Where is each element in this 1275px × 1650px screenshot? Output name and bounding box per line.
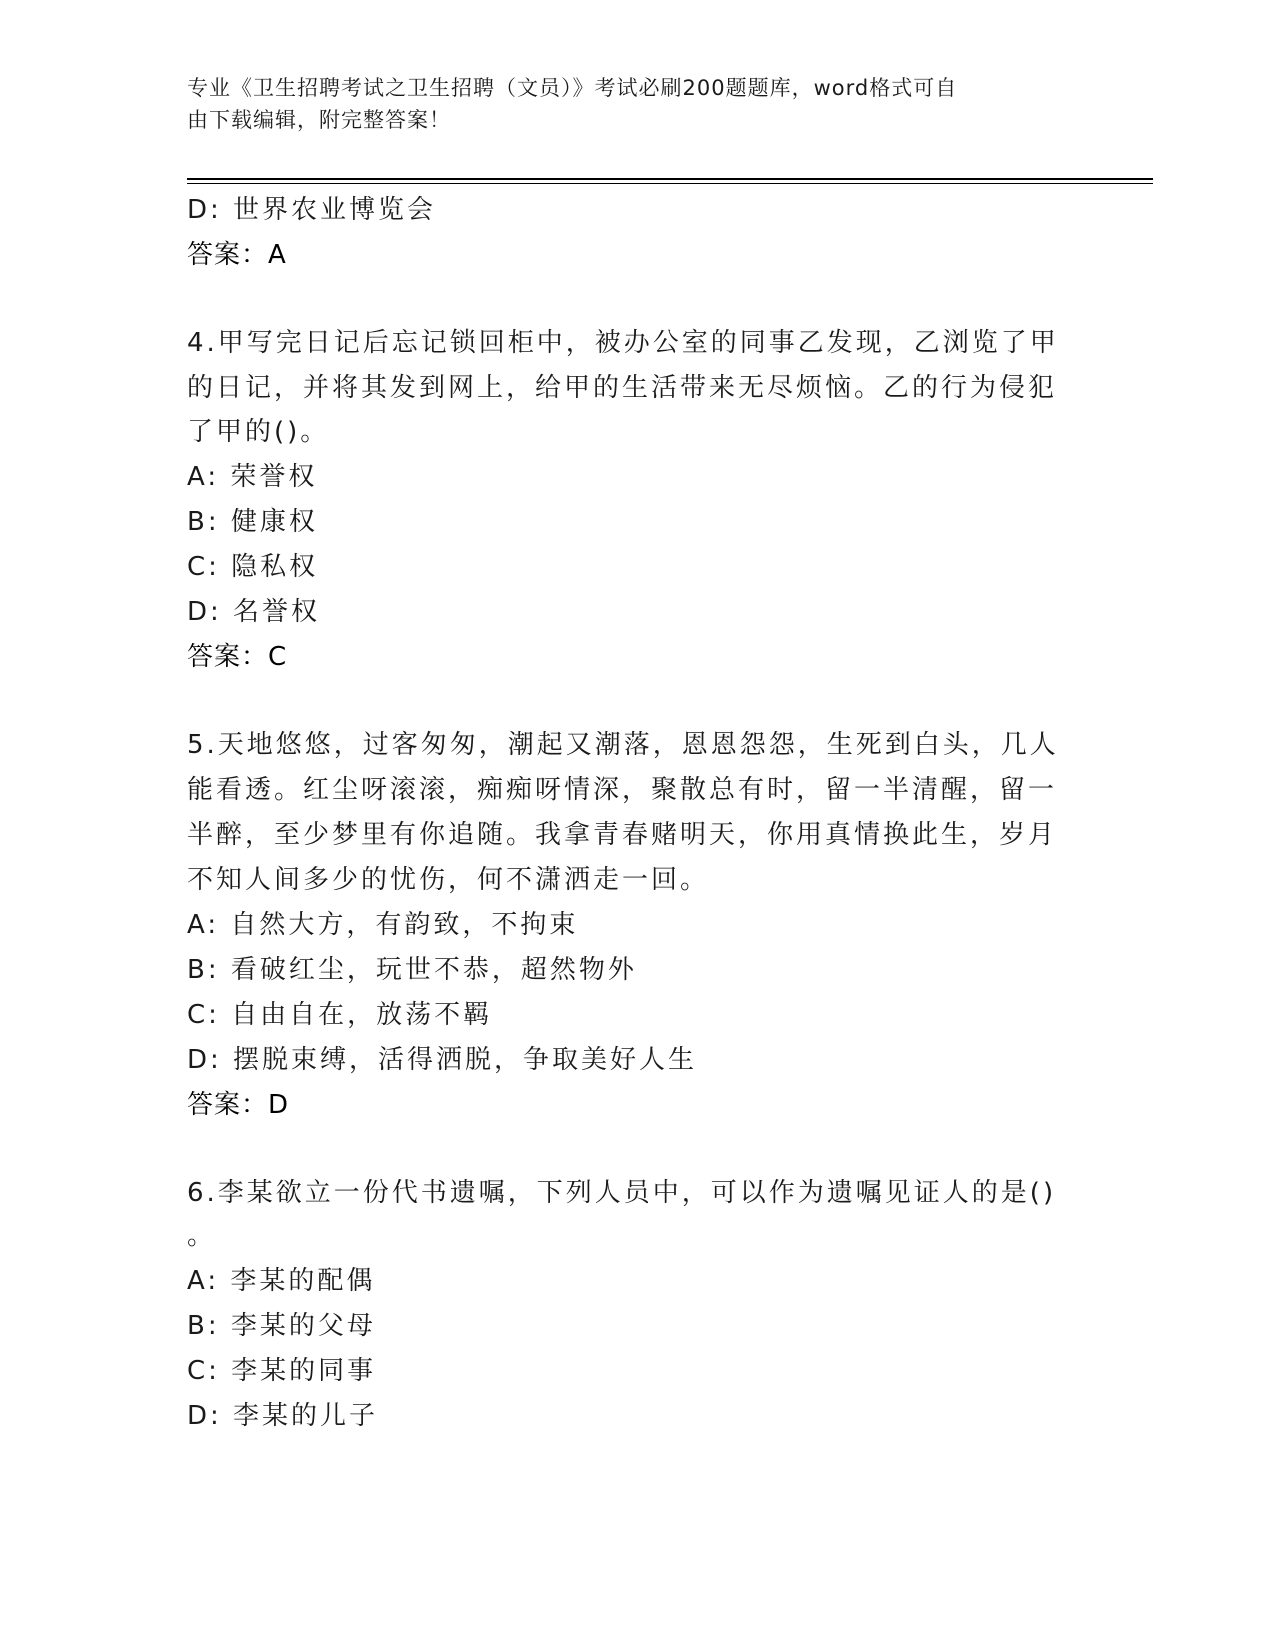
q6-option-b: B: 李某的父母 [187, 1311, 376, 1341]
header-divider-thick [187, 178, 1153, 180]
q5-stem-line-3: 半醉，至少梦里有你追随。我拿青春赌明天，你用真情换此生，岁月 [187, 820, 1058, 850]
q5-option-d: D: 摆脱束缚，活得洒脱，争取美好人生 [187, 1045, 698, 1075]
prev-option-d: D: 世界农业博览会 [187, 195, 437, 225]
q4-stem-line-2: 的日记，并将其发到网上，给甲的生活带来无尽烦恼。乙的行为侵犯 [187, 373, 1058, 403]
prev-answer: 答案：A [187, 240, 287, 270]
q5-stem-line-1: 5.天地悠悠，过客匆匆，潮起又潮落，恩恩怨怨，生死到白头，几人 [187, 730, 1059, 760]
q6-option-c: C: 李某的同事 [187, 1356, 377, 1386]
q5-stem-line-2: 能看透。红尘呀滚滚，痴痴呀情深，聚散总有时，留一半清醒，留一 [187, 775, 1058, 805]
q6-stem-line-2: 。 [187, 1221, 217, 1251]
q4-option-b: B: 健康权 [187, 507, 318, 537]
document-header [187, 72, 1067, 136]
q5-answer: 答案：D [187, 1090, 290, 1120]
q4-stem-line-3: 了甲的()。 [187, 417, 330, 447]
q4-answer: 答案：C [187, 642, 288, 672]
q4-option-c: C: 隐私权 [187, 552, 319, 582]
q5-stem-line-4: 不知人间多少的忧伤，何不潇洒走一回。 [187, 865, 710, 895]
q5-option-a: A: 自然大方，有韵致，不拘束 [187, 910, 579, 940]
q5-option-c: C: 自由自在，放荡不羁 [187, 1000, 493, 1030]
q5-option-b: B: 看破红尘，玩世不恭，超然物外 [187, 955, 637, 985]
q6-option-a: A: 李某的配偶 [187, 1266, 376, 1296]
q6-stem-line-1: 6.李某欲立一份代书遗嘱，下列人员中，可以作为遗嘱见证人的是() [187, 1178, 1057, 1208]
q6-option-d: D: 李某的儿子 [187, 1401, 379, 1431]
header-title-line-2: 由下载编辑，附完整答案！ [187, 108, 451, 132]
header-title-line-1: 专业《卫生招聘考试之卫生招聘（文员）》考试必刷200题题库，word格式可自 [187, 76, 958, 100]
header-divider-thin [187, 183, 1153, 184]
q4-option-d: D: 名誉权 [187, 597, 321, 627]
q4-stem-line-1: 4.甲写完日记后忘记锁回柜中，被办公室的同事乙发现，乙浏览了甲 [187, 328, 1059, 358]
q4-option-a: A: 荣誉权 [187, 462, 318, 492]
